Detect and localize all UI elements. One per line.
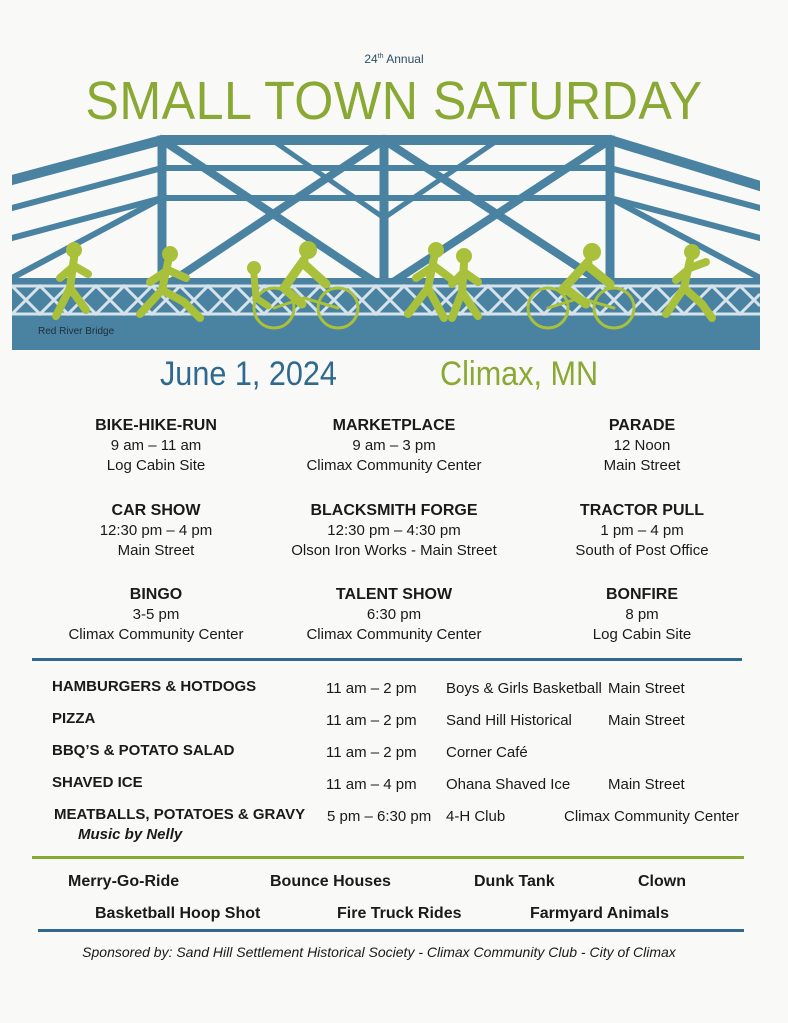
page-title: SMALL TOWN SATURDAY — [85, 71, 703, 131]
divider-blue — [32, 658, 742, 661]
event-time: 9 am – 3 pm — [352, 437, 436, 454]
event-location: Main Street — [603, 457, 681, 474]
food-time: 11 am – 2 pm — [326, 680, 417, 697]
food-row — [52, 678, 256, 695]
event-time: 8 pm — [625, 606, 659, 623]
event-date: June 1, 2024 — [160, 355, 337, 393]
event-time: 3-5 pm — [132, 606, 180, 623]
event-name: PARADE — [608, 417, 676, 434]
event-marketplace — [274, 416, 514, 476]
bridge-truss — [12, 140, 760, 288]
event-time: 1 pm – 4 pm — [600, 522, 684, 539]
event-name: TRACTOR PULL — [579, 502, 705, 519]
food-time: 5 pm – 6:30 pm — [327, 808, 432, 825]
divider-blue-bottom — [38, 929, 744, 932]
event-name: TALENT SHOW — [335, 586, 453, 603]
event-location: Log Cabin Site — [592, 626, 692, 643]
food-item: SHAVED ICE — [52, 774, 143, 791]
event-tractor-pull — [522, 501, 762, 561]
food-item: BBQ’S & POTATO SALAD — [52, 742, 235, 759]
event-blacksmith-forge — [274, 501, 514, 561]
event-name: BIKE-HIKE-RUN — [95, 417, 217, 434]
food-vendor: Ohana Shaved Ice — [446, 776, 571, 793]
food-vendor: Corner Café — [446, 744, 528, 761]
event-bonfire — [522, 585, 762, 645]
food-item: HAMBURGERS & HOTDOGS — [52, 678, 257, 695]
event-bike-hike-run — [36, 416, 276, 476]
food-vendor: 4-H Club — [446, 808, 506, 825]
activity-item: Basketball Hoop Shot — [95, 905, 261, 922]
bridge-label: Red River Bridge — [38, 326, 115, 337]
annual-word: Annual — [386, 52, 424, 66]
event-time: 12:30 pm – 4 pm — [99, 522, 213, 539]
food-location: Main Street — [608, 680, 685, 697]
food-location: Climax Community Center — [564, 808, 740, 825]
divider-green — [32, 856, 744, 859]
event-name: BLACKSMITH FORGE — [310, 502, 478, 519]
event-time: 12 Noon — [613, 437, 671, 454]
activity-item: Clown — [638, 873, 686, 890]
event-parade — [522, 416, 762, 476]
event-location: Climax Community Center — [306, 626, 482, 643]
event-location: Climax Community Center — [68, 626, 244, 643]
activity-item: Fire Truck Rides — [337, 905, 462, 922]
activity-item: Merry-Go-Ride — [68, 873, 180, 890]
annual-number: 24 — [364, 52, 378, 66]
food-vendor: Boys & Girls Basketball — [446, 680, 602, 697]
event-time: 12:30 pm – 4:30 pm — [327, 522, 461, 539]
event-location: Main Street — [117, 542, 195, 559]
event-time: 6:30 pm — [366, 606, 422, 623]
event-name: MARKETPLACE — [332, 417, 456, 434]
event-name: BINGO — [129, 586, 183, 603]
event-car-show — [36, 501, 276, 561]
activity-item: Farmyard Animals — [530, 905, 670, 922]
event-location: South of Post Office — [575, 542, 709, 559]
sponsors-line: Sponsored by: Sand Hill Settlement Historical Society - Climax Community Club - City of Climax — [82, 944, 676, 960]
event-time: 9 am – 11 am — [110, 437, 202, 454]
bridge-illustration — [12, 128, 760, 350]
music-credit: Music by Nelly — [78, 826, 183, 843]
event-name: CAR SHOW — [111, 502, 201, 519]
food-location: Main Street — [608, 712, 685, 729]
food-row — [52, 742, 235, 759]
food-item: PIZZA — [52, 710, 96, 727]
food-row — [54, 806, 305, 823]
food-time: 11 am – 4 pm — [326, 776, 417, 793]
food-item: MEATBALLS, POTATOES & GRAVY — [54, 806, 306, 823]
annual-suffix: th — [377, 53, 384, 60]
food-time: 11 am – 2 pm — [326, 744, 417, 761]
annual-edition — [0, 52, 788, 66]
food-time: 11 am – 2 pm — [326, 712, 417, 729]
event-bingo — [36, 585, 276, 645]
food-vendor: Sand Hill Historical — [446, 712, 572, 729]
activity-item: Bounce Houses — [270, 873, 391, 890]
event-location: Climax Community Center — [306, 457, 482, 474]
event-location: Log Cabin Site — [106, 457, 206, 474]
activity-item: Dunk Tank — [474, 873, 555, 890]
event-location: Olson Iron Works - Main Street — [291, 542, 497, 559]
food-location: Main Street — [608, 776, 685, 793]
food-row — [52, 774, 143, 791]
event-place: Climax, MN — [440, 355, 599, 393]
food-row — [52, 710, 95, 727]
event-talent-show — [274, 585, 514, 645]
event-name: BONFIRE — [606, 586, 678, 603]
